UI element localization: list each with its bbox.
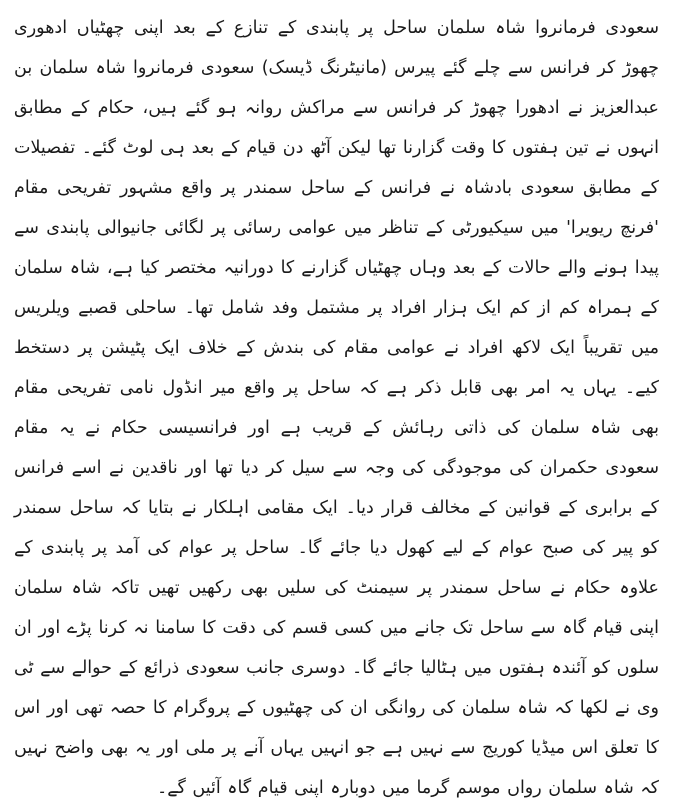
- article-body: [14, 8, 659, 808]
- article-paragraph: سعودی فرمانروا شاہ سلمان ساحل پر پابندی کے تنازع کے بعد اپنی چھٹیاں ادھوری چھوڑ کر فرانس سے چلے گئے پیرس (مانیٹرنگ ڈیسک) سعودی فرمانروا شاہ سلمان بن عبدالعزیز نے ادھورا چھوڑ کر فرانس سے مراکش روانہ ہو گئے ہیں، حکام کے مطابق انہوں نے تین ہفتوں کا وقت گزارنا تھا لیکن آٹھ دن قیام کے بعد ہی لوٹ گئے۔ تفصیلات کے مطابق سعودی بادشاہ نے فرانس کے ساحل سمندر پر واقع مشہور تفریحی مقام 'فرنچ ریویرا' میں سیکیورٹی کے تناظر میں عوامی رسائی پر لگائی جانیوالی پابندی سے پیدا ہونے والے حالات کے بعد وہاں چھٹیاں گزارنے کا دورانیہ مختصر کیا ہے، شاہ سلمان کے ہمراہ کم از کم ایک ہزار افراد پر مشتمل وفد شامل تھا۔ ساحلی قصبے ویلریس میں تقریباً ایک لاکھ افراد نے عوامی مقام کی بندش کے خلاف ایک پٹیشن پر دستخط کیے۔ یہاں یہ امر بھی قابل ذکر ہے کہ ساحل پر واقع میر انڈول نامی تفریحی مقام بھی شاہ سلمان کی ذاتی رہائش کے قریب ہے اور فرانسیسی حکام نے یہ مقام سعودی حکمران کی موجودگی کی وجہ سے سیل کر دیا تھا اور ناقدین نے اسے فرانس کے برابری کے قوانین کے مخالف قرار دیا۔ ایک مقامی اہلکار نے بتایا کہ ساحل سمندر کو پیر کی صبح عوام کے لیے کھول دیا جائے گا۔ ساحل پر عوام کی آمد پر پابندی کے علاوہ حکام نے ساحل سمندر پر سیمنٹ کی سلیں بھی رکھیں تھیں تاکہ شاہ سلمان اپنی قیام گاہ سے ساحل تک جانے میں کسی قسم کی دقت کا سامنا نہ کرنا پڑے اور ان سلوں کو آئندہ ہفتوں میں ہٹالیا جائے گا۔ دوسری جانب سعودی ذرائع کے حوالے سے ٹی وی نے لکھا کہ شاہ سلمان کی روانگی ان کی چھٹیوں کے پروگرام کا حصہ تھی اور اس کا تعلق اس میڈیا کوریج سے نہیں ہے جو انہیں یہاں آنے پر ملی اور یہ بھی واضح نہیں کہ شاہ سلمان رواں موسم گرما میں دوبارہ اپنی قیام گاہ آئیں گے۔: [14, 18, 659, 798]
